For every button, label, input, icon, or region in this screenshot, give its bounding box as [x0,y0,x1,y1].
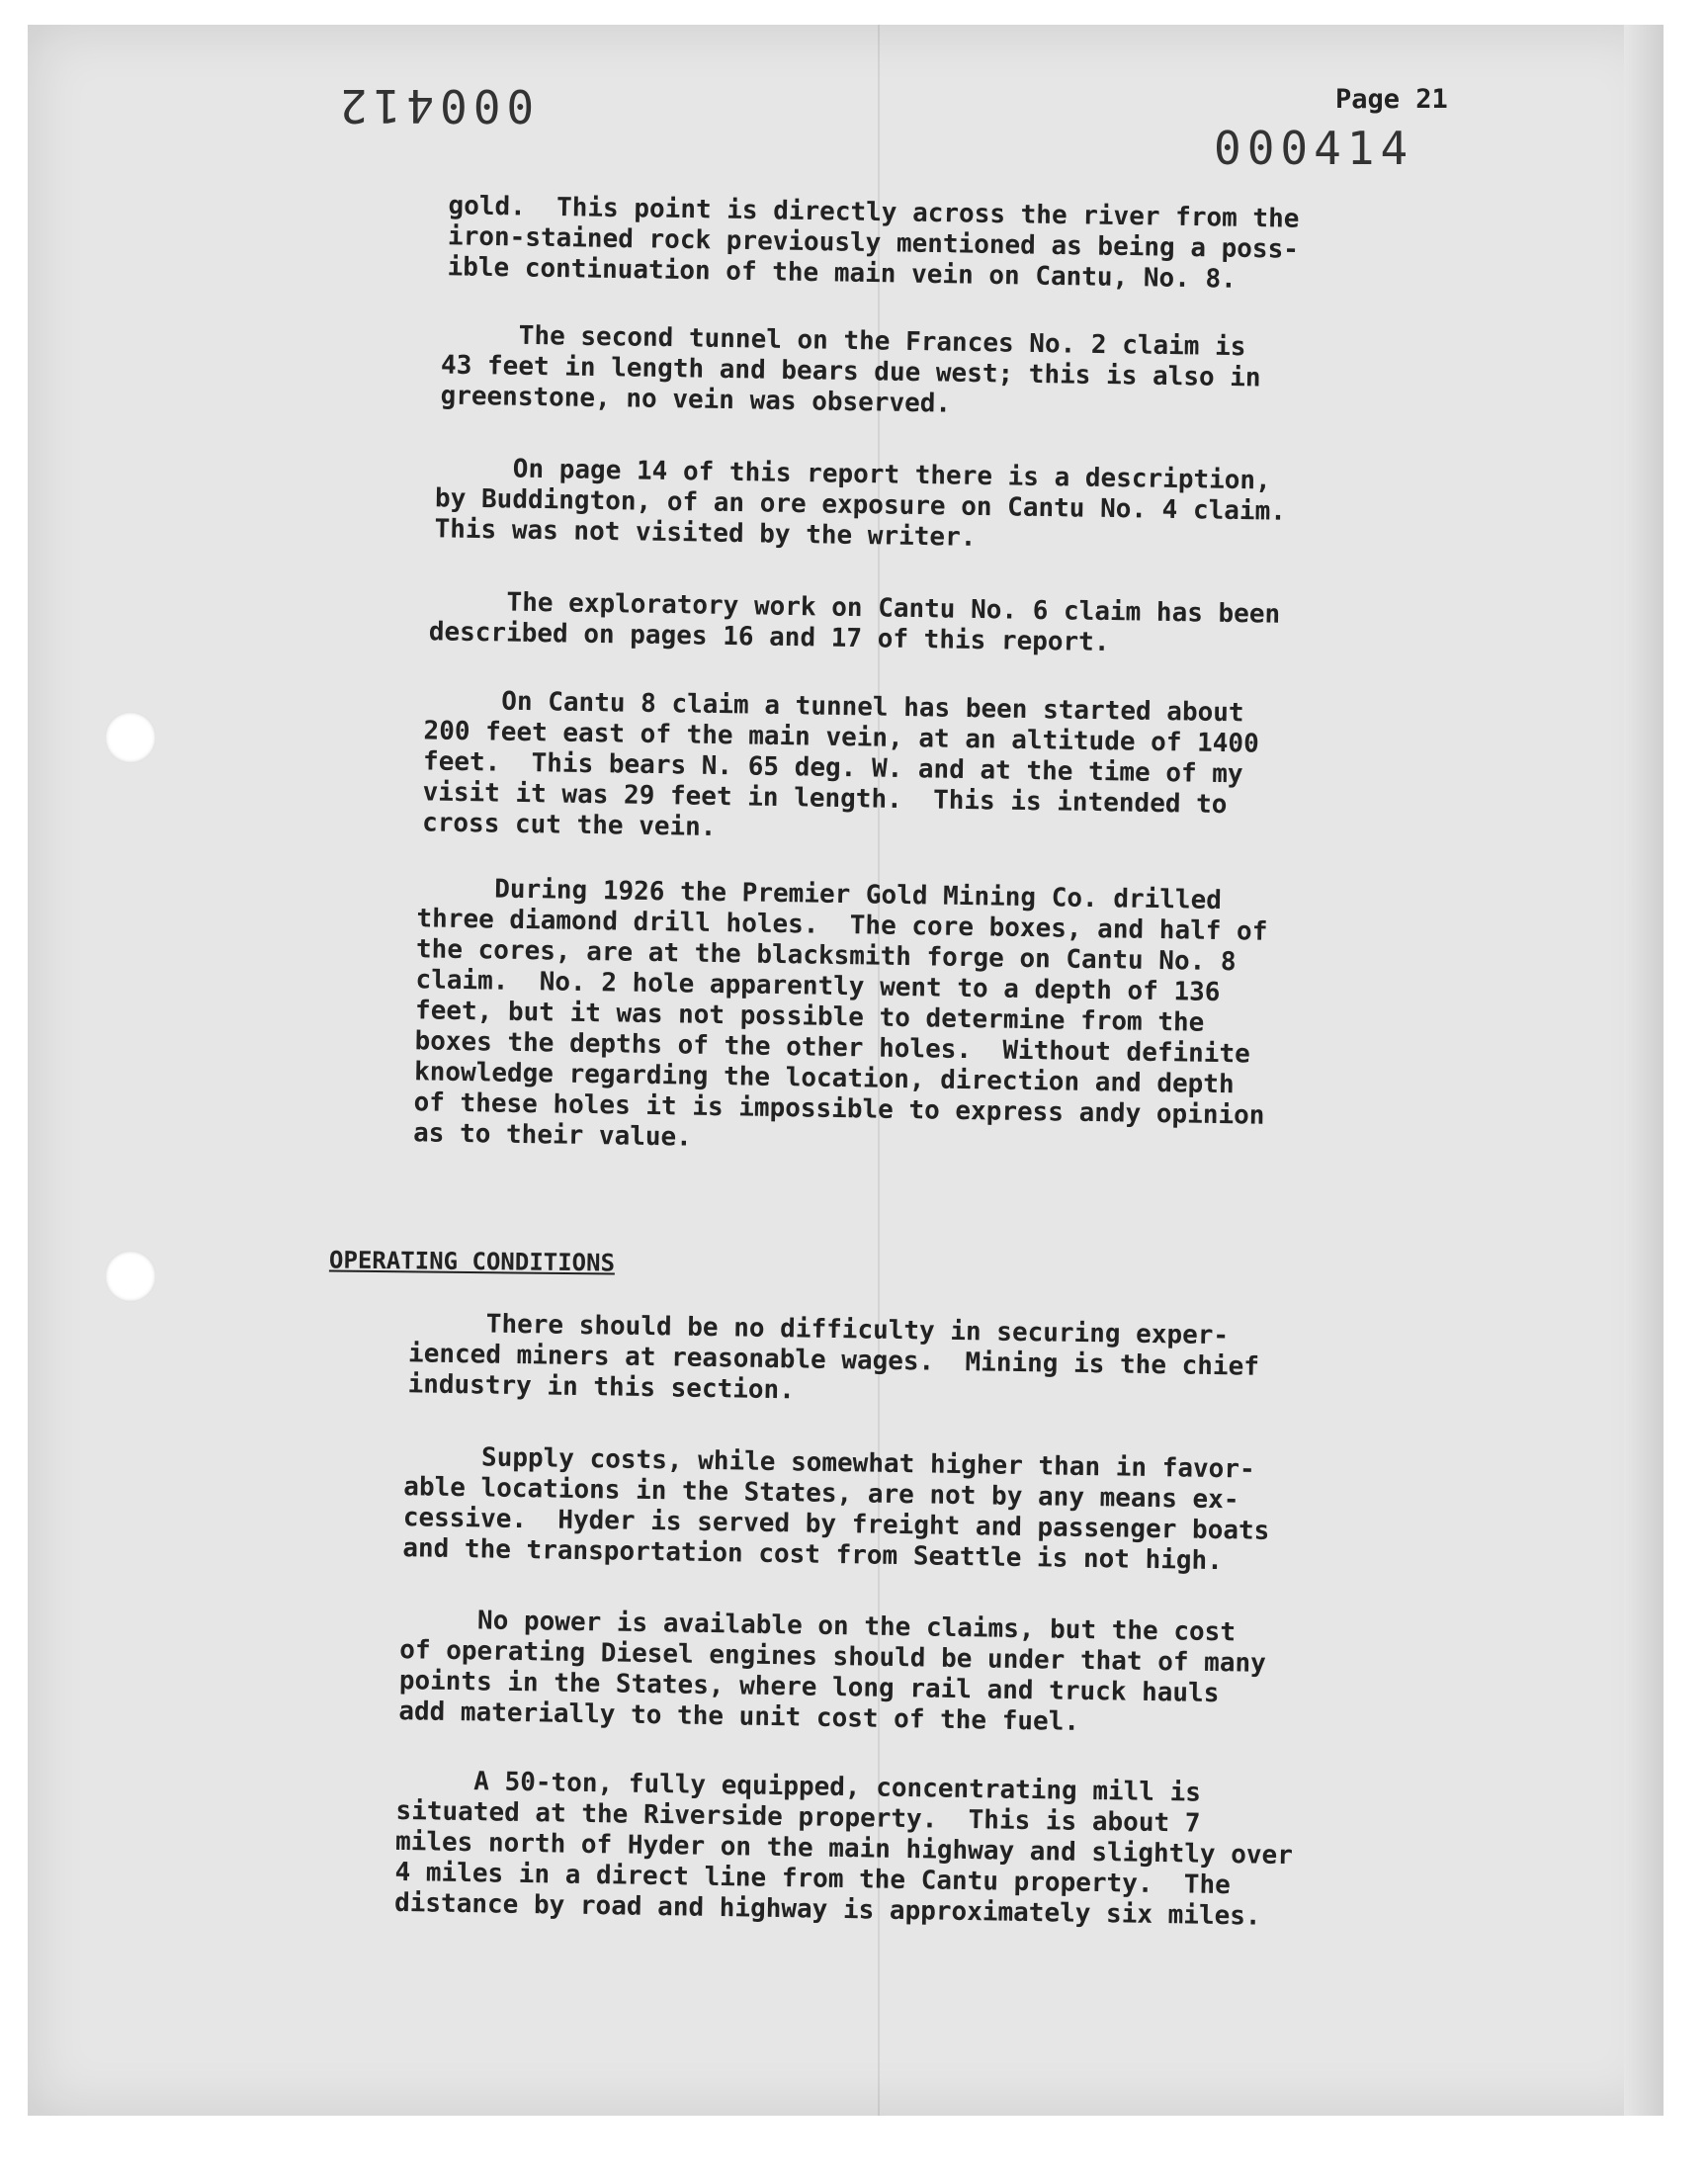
document-page [28,25,1664,2116]
punch-hole-top [105,712,156,763]
paragraph-mill: A 50-ton, fully equipped, concentrating mill is situated at the Riverside property. This is about 7 miles north of Hyder on the main highway and slightly over 4 miles in a direct line from the Cantu property. The distance by road and highway is approximately six miles. [393,1765,1294,1932]
page-number: Page 21 [1335,84,1448,115]
document-number-stamp-left: 000412 [334,79,535,132]
document-number-stamp-right: 000414 [1214,122,1414,175]
paragraph-miners: There should be no difficulty in securing exper- ienced miners at reasonable wages. Mining is the chief industry in this section. [407,1308,1260,1406]
paragraph-exploratory-work: The exploratory work on Cantu No. 6 claim has been described on pages 16 and 17 of this report. [428,586,1281,658]
paragraph-supply-costs: Supply costs, while somewhat higher than in favor- able locations in the States, are not by any means ex- cessive. Hyder is served by freight and passenger boats and the transportation cost from Seattle is not high. [402,1441,1270,1577]
paragraph-second-tunnel: The second tunnel on the Frances No. 2 claim is 43 feet in length and bears due west; this is also in greenstone, no vein was observed. [440,319,1261,419]
section-heading-operating-conditions: OPERATING CONDITIONS [328,1246,616,1277]
paragraph-cantu-8-tunnel: On Cantu 8 claim a tunnel has been started about 200 feet east of the main vein, at an altitude of 1400 feet. This bears N. 65 deg. W. and at the time of my visit it was 29 feet in length. This is intended to cross cut the vein. [421,685,1259,843]
paragraph-drill-holes: During 1926 the Premier Gold Mining Co. drilled three diamond drill holes. The core boxes, and half of the cores, are at the blacksmith forge on Cantu No. 8 claim. No. 2 hole apparently went to a depth of 136 feet, but it was not possible to determine from the boxes the depths of the other holes. Without definite knowledge regarding the location, direction and depth of these holes it is impossible to express andy opinion as to their value. [412,873,1268,1153]
punch-hole-bottom [105,1251,156,1302]
paragraph-gold-point: gold. This point is directly across the river from the iron-stained rock previously mentioned as being a poss- ible continuation of the main vein on Cantu, No. 8. [447,191,1300,295]
paragraph-power: No power is available on the claims, but the cost of operating Diesel engines should be under that of many points in the States, where long rail and truck hauls add materially to the unit cost of the fuel. [398,1605,1267,1737]
paragraph-page-14: On page 14 of this report there is a description, by Buddington, of an ore exposure on Cantu No. 4 claim. This was not visited by the writer. [434,453,1287,553]
page-edge-shadow [1624,25,1664,2116]
